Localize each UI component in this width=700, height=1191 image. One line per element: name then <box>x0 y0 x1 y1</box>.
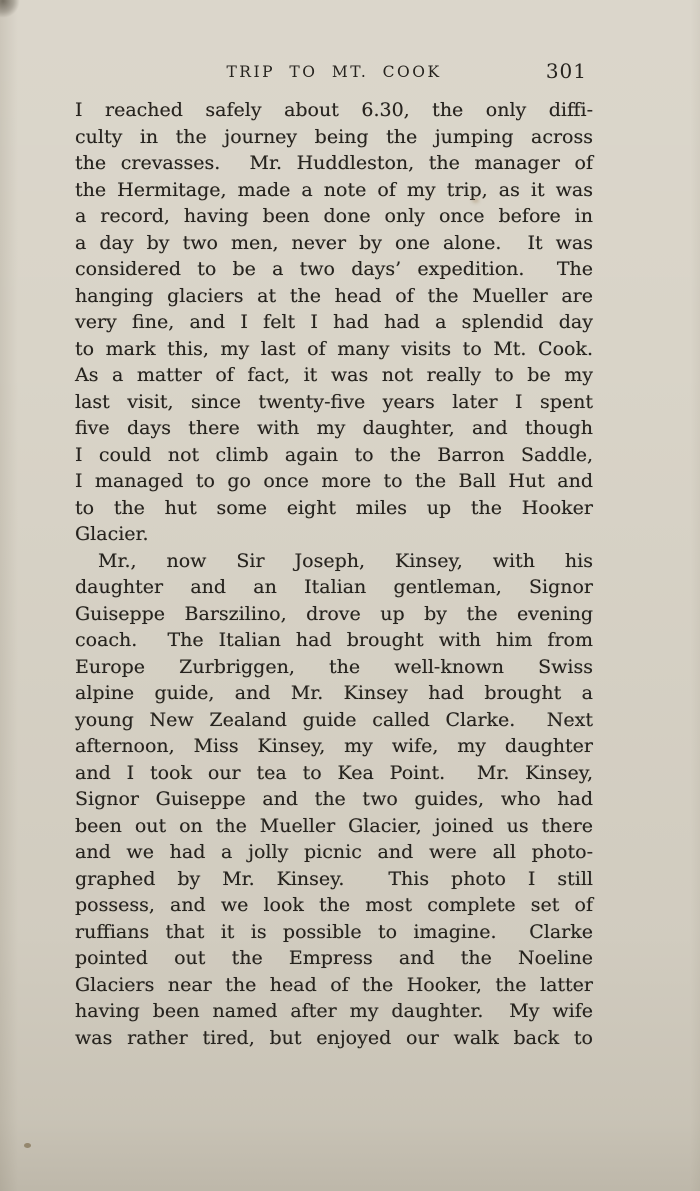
text-block <box>75 97 593 1051</box>
paragraph <box>75 97 593 548</box>
text-line: very fine, and I felt I had had a splendid day <box>75 311 593 333</box>
text-line: last visit, since twenty-five years later I spent <box>75 390 593 413</box>
text-line: hanging glaciers at the head of the Mueller are <box>75 284 593 307</box>
text-line: coach. The Italian had brought with him from <box>75 629 593 651</box>
text-line: daughter and an Italian gentleman, Signor <box>75 576 593 598</box>
text-line: to the hut some eight miles up the Hooker <box>75 496 593 519</box>
text-line: graphed by Mr. Kinsey. This photo I still <box>75 867 593 890</box>
text-line: considered to be a two days’ expedition. The <box>75 258 593 280</box>
text-line: a record, having been done only once before in <box>75 205 593 227</box>
paragraph <box>75 548 593 1052</box>
text-line: I managed to go once more to the Ball Hut and <box>75 470 593 492</box>
text-line: culty in the journey being the jumping across <box>75 125 593 148</box>
text-line: Glacier. <box>75 523 149 545</box>
text-line: As a matter of fact, it was not really to be my <box>75 364 593 386</box>
text-line: pointed out the Empress and the Noeline <box>75 947 593 969</box>
text-line: alpine guide, and Mr. Kinsey had brought a <box>75 682 593 704</box>
text-line: Europe Zurbriggen, the well-known Swiss <box>75 655 593 678</box>
running-header <box>75 59 593 85</box>
text-line: Glaciers near the head of the Hooker, the latter <box>75 973 593 996</box>
text-line: to mark this, my last of many visits to Mt. Cook. <box>75 337 593 360</box>
text-line: young New Zealand guide called Clarke. Next <box>75 708 593 731</box>
page-number: 301 <box>545 59 587 83</box>
text-line: I could not climb again to the Barron Saddle, <box>75 443 593 466</box>
text-line: having been named after my daughter. My wife <box>75 1000 593 1022</box>
text-line: Guiseppe Barszilino, drove up by the evening <box>75 602 593 625</box>
text-line: Signor Guiseppe and the two guides, who had <box>75 788 593 810</box>
running-header-title: TRIP TO MT. COOK <box>226 63 442 81</box>
text-line: ruffians that it is possible to imagine. Clarke <box>75 920 593 943</box>
text-line: a day by two men, never by one alone. It was <box>75 231 593 254</box>
text-line: I reached safely about 6.30, the only diffi- <box>75 99 593 121</box>
text-line: the Hermitage, made a note of my trip, as it was <box>75 178 593 201</box>
text-line: the crevasses. Mr. Huddleston, the manager of <box>75 152 593 174</box>
text-line: afternoon, Miss Kinsey, my wife, my daughter <box>75 735 593 757</box>
text-line: five days there with my daughter, and though <box>75 417 593 439</box>
text-line: and I took our tea to Kea Point. Mr. Kinsey, <box>75 761 593 784</box>
text-line: been out on the Mueller Glacier, joined us there <box>75 814 593 837</box>
text-line: possess, and we look the most complete set of <box>75 894 593 916</box>
text-line: Mr., now Sir Joseph, Kinsey, with his <box>98 549 593 572</box>
text-line: and we had a jolly picnic and were all photo- <box>75 841 593 863</box>
text-line: was rather tired, but enjoyed our walk back to <box>75 1026 593 1049</box>
